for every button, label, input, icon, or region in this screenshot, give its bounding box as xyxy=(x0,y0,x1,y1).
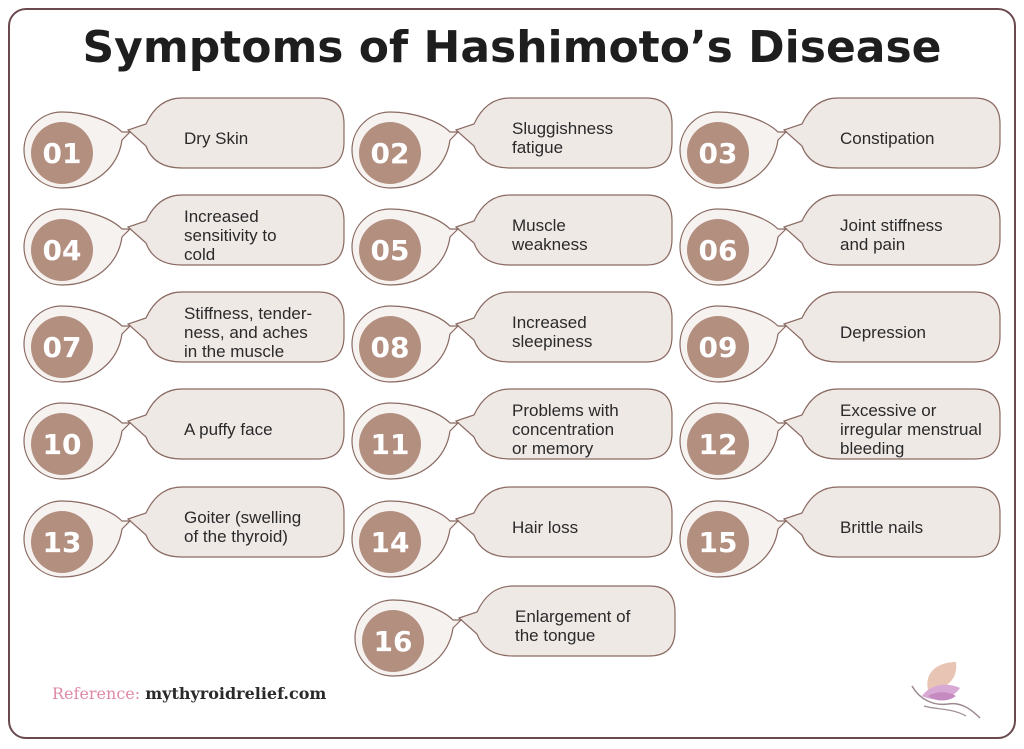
reference-line xyxy=(52,684,326,703)
symptom-item-15 xyxy=(678,487,1000,577)
symptom-item-03 xyxy=(678,98,1000,188)
symptom-label: Increased sleepiness xyxy=(512,313,593,351)
symptom-number: 08 xyxy=(370,330,410,364)
symptom-number: 11 xyxy=(370,427,410,461)
symptom-number: 05 xyxy=(370,233,410,267)
symptom-number: 12 xyxy=(698,427,738,461)
symptom-number: 03 xyxy=(698,136,738,170)
symptom-number: 04 xyxy=(42,233,82,267)
symptom-number: 01 xyxy=(42,136,82,170)
symptom-item-01 xyxy=(22,98,344,188)
symptom-item-16 xyxy=(353,586,675,676)
symptom-item-10 xyxy=(22,389,344,479)
symptom-number: 16 xyxy=(373,624,413,658)
symptom-number: 09 xyxy=(698,330,738,364)
symptom-number: 06 xyxy=(698,233,738,267)
symptom-item-06 xyxy=(678,195,1000,285)
symptom-label: Depression xyxy=(840,322,926,342)
symptom-item-13 xyxy=(22,487,344,577)
symptom-label: Enlargement of the tongue xyxy=(515,607,631,645)
symptom-label: Muscle weakness xyxy=(512,216,588,254)
symptom-label: Brittle nails xyxy=(840,517,924,537)
symptom-label: Constipation xyxy=(840,128,935,148)
page-title: Symptoms of Hashimoto’s Disease xyxy=(82,22,942,73)
symptom-item-07 xyxy=(22,292,344,382)
symptom-item-05 xyxy=(350,195,672,285)
symptom-number: 15 xyxy=(698,525,738,559)
symptom-item-02 xyxy=(350,98,672,188)
symptom-label: Excessive or irregular menstrual bleeding xyxy=(840,400,982,458)
symptom-label: Joint stiffness and pain xyxy=(840,216,943,254)
symptom-item-04 xyxy=(22,195,344,285)
symptom-number: 14 xyxy=(370,525,410,559)
symptom-number: 02 xyxy=(370,136,410,170)
symptom-item-11 xyxy=(350,389,672,479)
flower-logo-icon xyxy=(904,656,988,722)
symptom-label: Sluggishness fatigue xyxy=(512,119,614,157)
symptom-number: 13 xyxy=(42,525,82,559)
symptom-number: 07 xyxy=(42,330,82,364)
symptom-label: Stiffness, tender- ness, and aches in the muscle xyxy=(184,303,313,361)
symptom-label: Goiter (swelling of the thyroid) xyxy=(184,508,302,546)
symptom-label: A puffy face xyxy=(184,419,273,439)
symptom-number: 10 xyxy=(42,427,82,461)
symptom-item-12 xyxy=(678,389,1000,479)
symptom-item-09 xyxy=(678,292,1000,382)
symptom-label: Dry Skin xyxy=(184,128,249,148)
symptom-label: Hair loss xyxy=(512,517,579,537)
reference-source: mythyroidrelief.com xyxy=(145,684,327,703)
symptom-label: Problems with concentration or memory xyxy=(512,400,619,458)
symptom-item-14 xyxy=(350,487,672,577)
symptom-label: Increased sensitivity to cold xyxy=(184,206,277,264)
reference-label: Reference: xyxy=(52,684,141,703)
symptom-item-08 xyxy=(350,292,672,382)
